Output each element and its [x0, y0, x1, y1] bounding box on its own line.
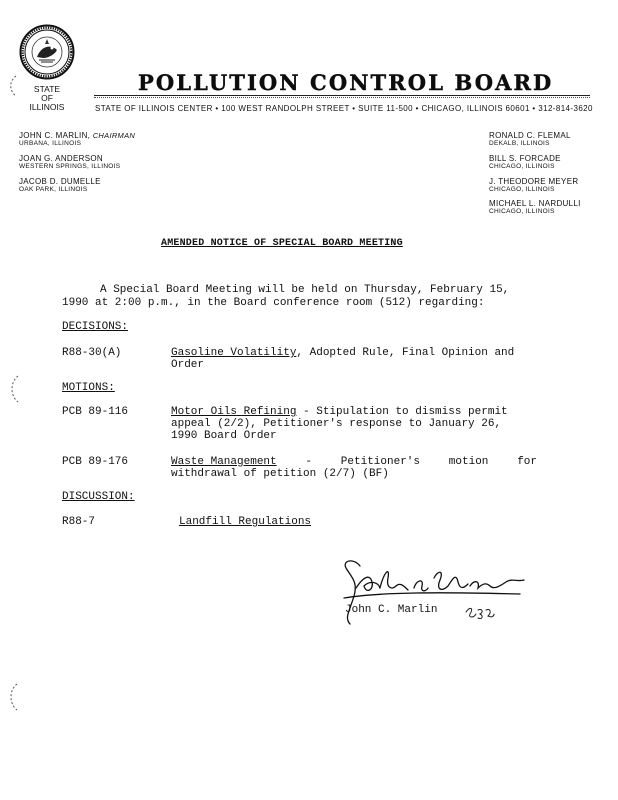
member-city: CHICAGO, ILLINOIS: [489, 208, 555, 215]
member-name: MICHAEL L. NARDULLI: [489, 199, 581, 208]
state-line-1: STATE: [33, 84, 61, 94]
motion-2-word: motion: [448, 456, 489, 468]
decision-1-text: , Adopted Rule, Final Opinion and: [296, 347, 515, 359]
section-decisions: DECISIONS:: [62, 321, 129, 333]
member-name: JOHN C. MARLIN,: [19, 131, 91, 140]
member-right-4: [489, 199, 581, 215]
member-left-3: [19, 177, 101, 193]
member-right-2: [489, 154, 561, 170]
state-seal-icon: [19, 24, 75, 80]
signer-name: John C. Marlin: [345, 604, 438, 616]
hole-punch-mark-icon: [7, 682, 19, 712]
board-title: POLLUTION CONTROL BOARD: [138, 70, 554, 95]
member-city: CHICAGO, ILLINOIS: [489, 186, 555, 193]
member-city: URBANA, ILLINOIS: [19, 140, 82, 147]
member-name: JOAN G. ANDERSON: [19, 154, 103, 163]
member-name: RONALD C. FLEMAL: [489, 131, 571, 140]
handwritten-signature-icon: [330, 552, 530, 632]
notice-title: AMENDED NOTICE OF SPECIAL BOARD MEETING: [161, 238, 403, 249]
discussion-1-subject: Landfill Regulations: [179, 516, 312, 528]
hole-punch-mark-icon: [6, 74, 18, 98]
member-name: JACOB D. DUMELLE: [19, 177, 101, 186]
member-city: CHICAGO, ILLINOIS: [489, 163, 555, 170]
state-line-3: ILLINOIS: [29, 102, 65, 112]
member-name: J. THEODORE MEYER: [489, 177, 579, 186]
decision-1-docket: R88-30(A): [62, 347, 122, 359]
motion-1-subject: Motor Oils Refining: [171, 406, 297, 418]
member-name: BILL S. FORCADE: [489, 154, 561, 163]
typist-initials-icon: [462, 604, 496, 624]
motion-1-line-2: appeal (2/2), Petitioner's response to January 26,: [171, 418, 502, 430]
letterhead-rule-dotted: [94, 97, 590, 99]
section-discussion: DISCUSSION:: [62, 491, 135, 503]
member-right-1: [489, 131, 571, 147]
member-left-2: [19, 154, 120, 170]
motion-2-word: Petitioner's: [340, 456, 421, 468]
state-of-illinois-label: [18, 85, 76, 112]
hole-punch-mark-icon: [8, 374, 20, 404]
motion-2-word: for: [517, 456, 537, 468]
decision-1-subject: Gasoline Volatility: [171, 347, 297, 359]
motion-1-line-3: 1990 Board Order: [171, 430, 277, 442]
motion-1-text: - Stipulation to dismiss permit: [296, 406, 508, 418]
motion-1-line-1: [171, 406, 508, 418]
motion-2-line-2: withdrawal of petition (2/7) (BF): [171, 468, 389, 480]
intro-line-2: 1990 at 2:00 p.m., in the Board conference room (512) regarding:: [62, 297, 485, 309]
board-address: STATE OF ILLINOIS CENTER • 100 WEST RANDOLPH STREET • SUITE 11-500 • CHICAGO, ILLINOIS 60601 • 312-814-3620: [95, 104, 593, 113]
letterhead-rule: [94, 95, 590, 96]
motion-2-word: -: [305, 456, 313, 468]
motion-2-line-1: [171, 456, 537, 468]
member-right-3: [489, 177, 578, 193]
member-city: WESTERN SPRINGS, ILLINOIS: [19, 163, 121, 170]
member-left-1: [19, 131, 135, 147]
member-city: DEKALB, ILLINOIS: [489, 140, 550, 147]
intro-line-1: A Special Board Meeting will be held on Thursday, February 15,: [100, 284, 510, 296]
decision-1-line-1: [171, 347, 514, 359]
discussion-1-docket: R88-7: [62, 516, 96, 528]
motion-2-docket: PCB 89-176: [62, 456, 129, 468]
member-city: OAK PARK, ILLINOIS: [19, 186, 88, 193]
decision-1-line-2: Order: [171, 359, 205, 371]
motion-1-docket: PCB 89-116: [62, 406, 129, 418]
member-role: CHAIRMAN: [92, 131, 136, 140]
motion-2-subject: Waste Management: [171, 456, 277, 468]
section-motions: MOTIONS:: [62, 382, 115, 394]
state-line-2: OF: [41, 93, 53, 103]
